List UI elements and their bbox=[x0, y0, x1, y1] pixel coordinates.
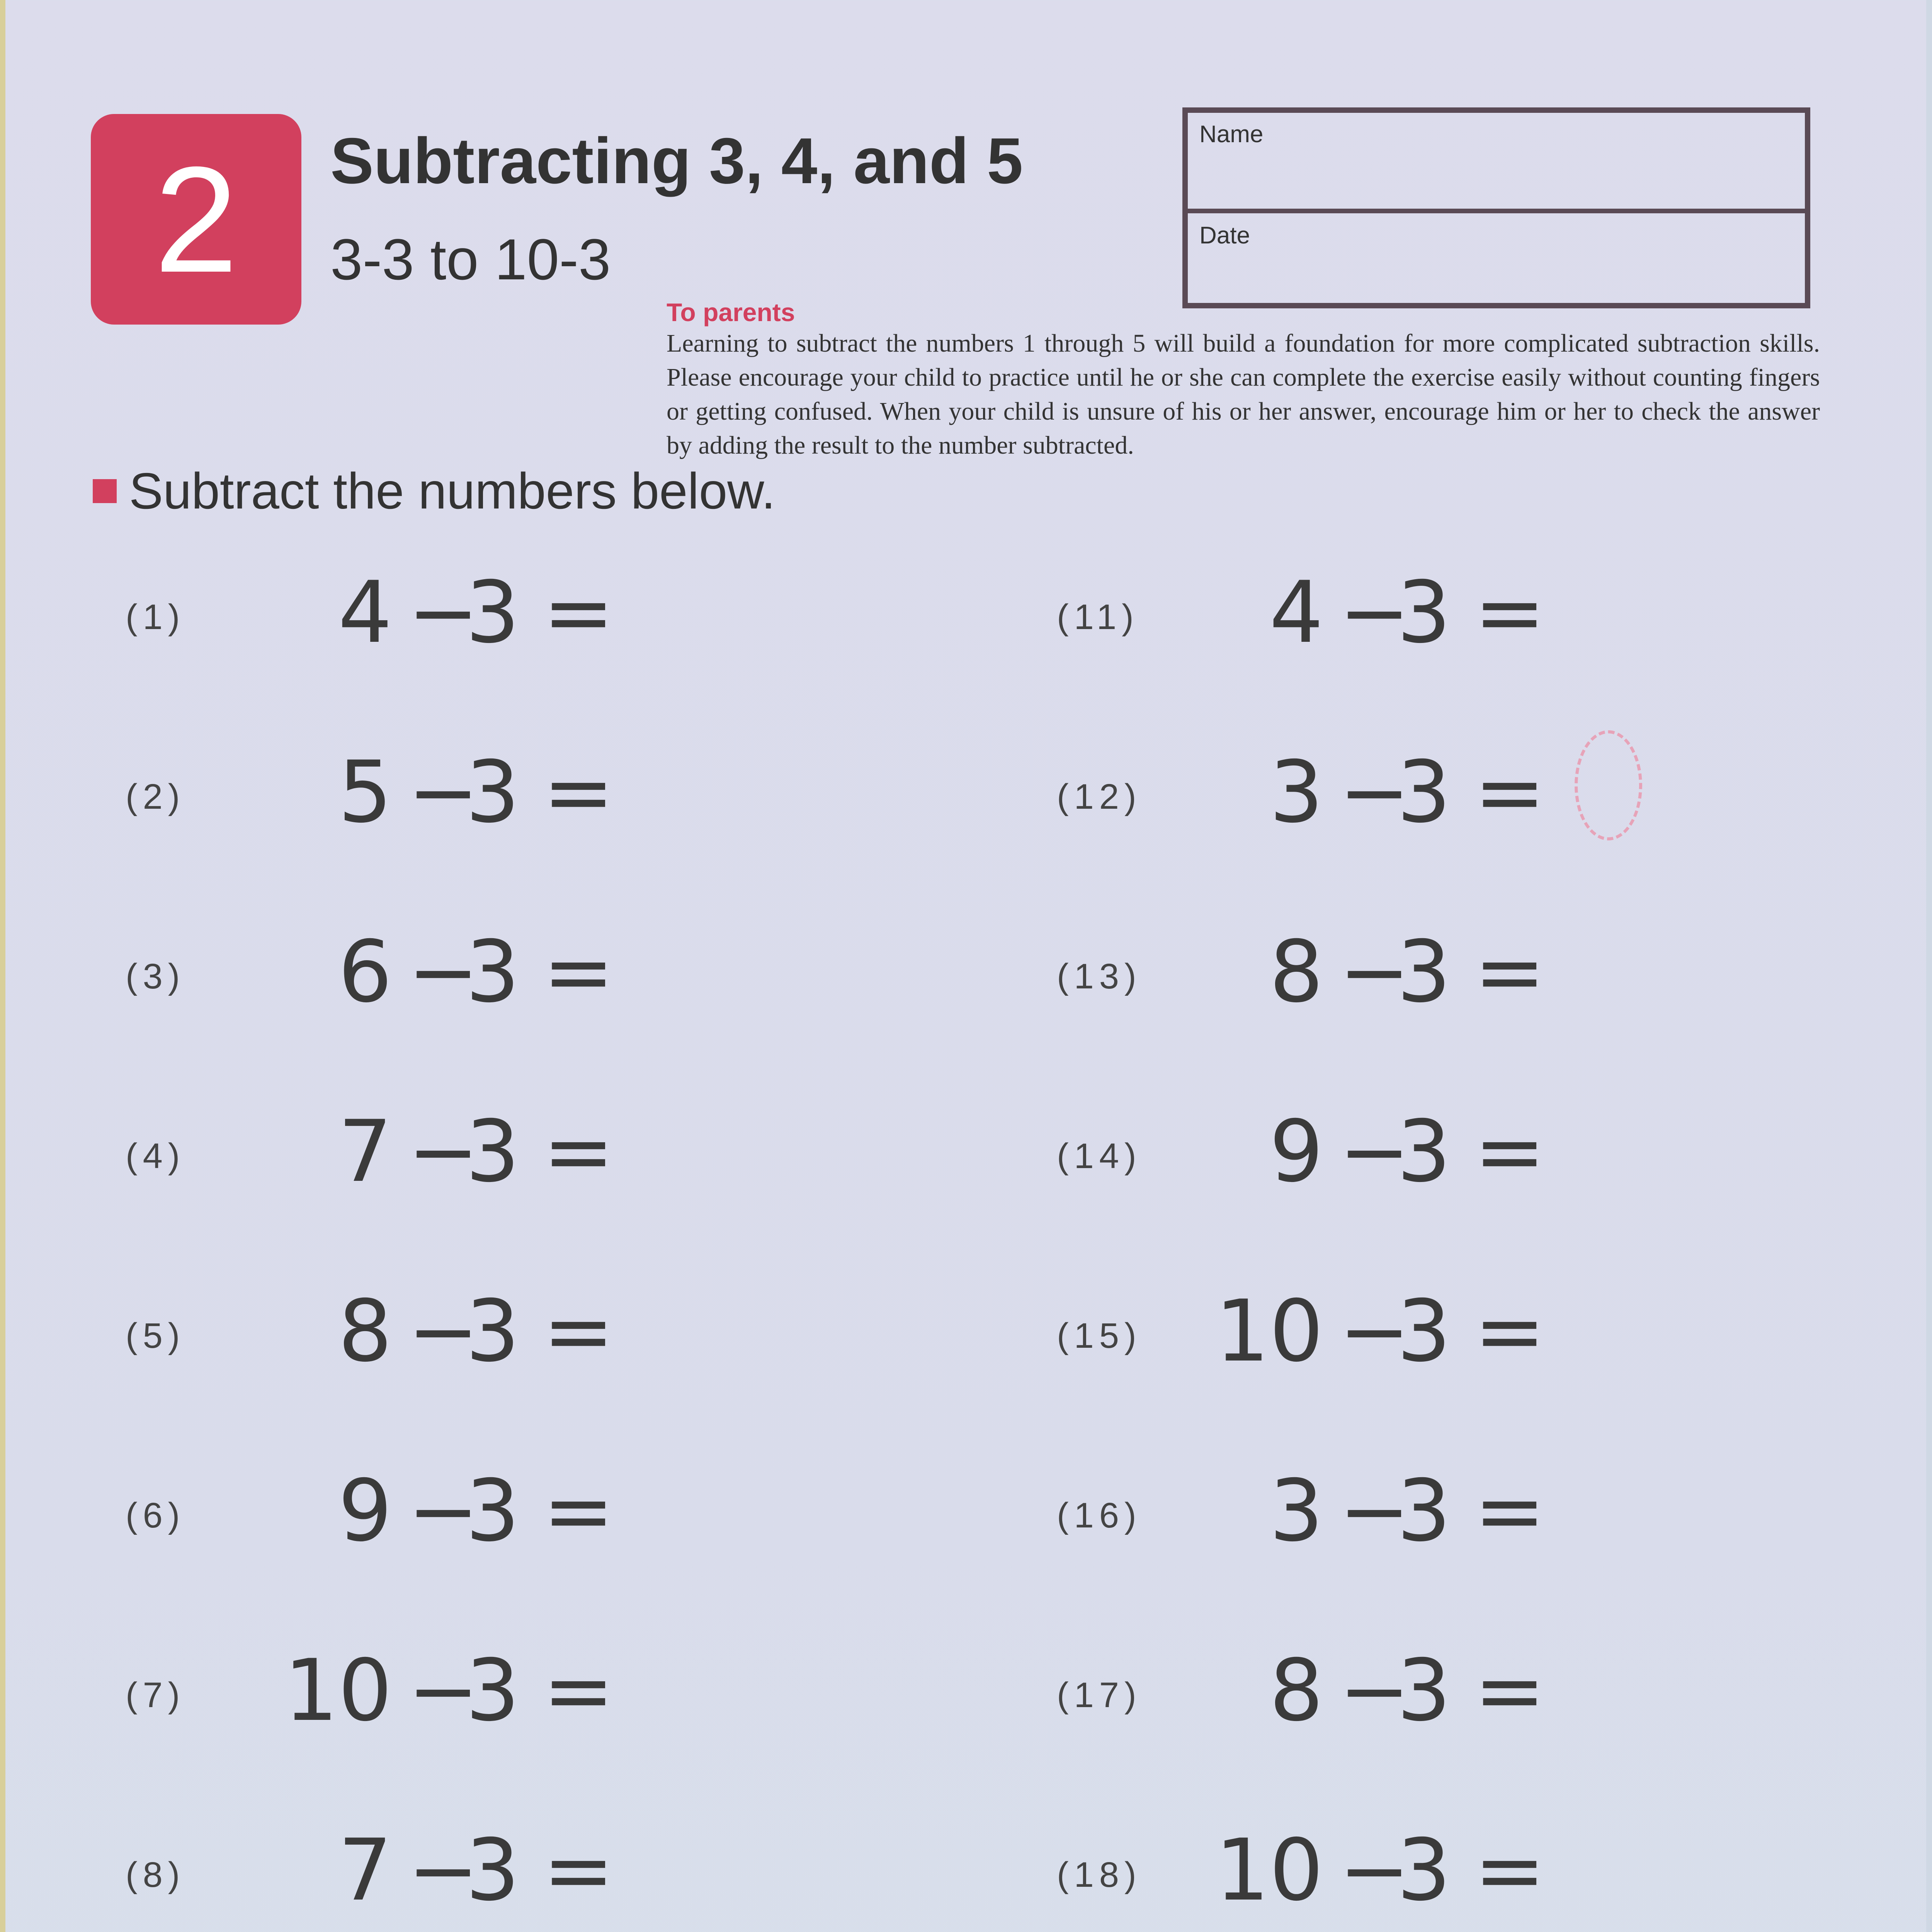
problem-row bbox=[1057, 1820, 1868, 1920]
minuend: 9 bbox=[338, 1461, 392, 1560]
problem-expression bbox=[292, 1101, 632, 1202]
equals-sign: = bbox=[543, 1641, 614, 1740]
problem-number: (3) bbox=[126, 957, 185, 996]
minus-sign: − bbox=[1339, 743, 1410, 842]
problem-expression bbox=[1223, 1101, 1563, 1202]
minus-sign: − bbox=[408, 922, 479, 1021]
equals-sign: = bbox=[1474, 922, 1546, 1021]
problem-number: (18) bbox=[1057, 1855, 1142, 1895]
minus-sign: − bbox=[1339, 563, 1410, 662]
problem-expression bbox=[1223, 742, 1563, 842]
problem-expression bbox=[1223, 562, 1563, 663]
bullet-square-icon bbox=[93, 479, 117, 503]
problem-expression bbox=[1215, 1820, 1563, 1920]
subtrahend: 3 bbox=[1397, 1102, 1451, 1201]
minuend: 7 bbox=[338, 1821, 392, 1920]
problem-number: (7) bbox=[126, 1675, 185, 1715]
problem-number: (15) bbox=[1057, 1316, 1142, 1355]
instruction bbox=[93, 462, 776, 520]
minuend: 10 bbox=[1215, 1821, 1323, 1920]
problem-expression bbox=[1223, 922, 1563, 1022]
problem-row bbox=[1057, 1640, 1868, 1741]
problem-expression bbox=[292, 1461, 632, 1561]
subtrahend: 3 bbox=[1397, 563, 1451, 662]
subtrahend: 3 bbox=[466, 922, 520, 1021]
problem-expression bbox=[292, 742, 632, 842]
minus-sign: − bbox=[408, 563, 479, 662]
equals-sign: = bbox=[1474, 563, 1546, 662]
problem-row bbox=[126, 922, 937, 1022]
subtrahend: 3 bbox=[466, 1102, 520, 1201]
equals-sign: = bbox=[1474, 1102, 1546, 1201]
problem-number: (6) bbox=[126, 1496, 185, 1535]
subtrahend: 3 bbox=[1397, 1641, 1451, 1740]
problem-row bbox=[1057, 742, 1868, 842]
minus-sign: − bbox=[408, 743, 479, 842]
problem-number: (2) bbox=[126, 777, 185, 816]
equals-sign: = bbox=[543, 1821, 614, 1920]
minus-sign: − bbox=[408, 1821, 479, 1920]
equals-sign: = bbox=[1474, 1461, 1546, 1560]
minus-sign: − bbox=[1339, 1282, 1410, 1381]
name-date-box bbox=[1182, 107, 1810, 308]
minus-sign: − bbox=[408, 1102, 479, 1201]
problem-row bbox=[1057, 1461, 1868, 1561]
subtrahend: 3 bbox=[466, 563, 520, 662]
problem-row bbox=[126, 562, 937, 663]
minuend: 4 bbox=[1269, 563, 1323, 662]
subtrahend: 3 bbox=[466, 1821, 520, 1920]
problem-expression bbox=[1215, 1281, 1563, 1381]
minus-sign: − bbox=[408, 1282, 479, 1381]
equals-sign: = bbox=[543, 1461, 614, 1560]
page-title: Subtracting 3, 4, and 5 bbox=[330, 124, 1023, 197]
minuend: 10 bbox=[284, 1641, 392, 1740]
minus-sign: − bbox=[1339, 1102, 1410, 1201]
parents-note: Learning to subtract the numbers 1 through 5 will build a foundation for more complicated subtraction skills. Please encourage your child to practice until he or she can complete the exercise easily without counting fingers or getting confused. When your child is unsure of his or her answer, encourage him or her to check the answer by adding the result to the number subtracted. bbox=[667, 329, 1820, 459]
page-edge-right bbox=[1926, 0, 1932, 1932]
minus-sign: − bbox=[408, 1461, 479, 1560]
subtrahend: 3 bbox=[1397, 1282, 1451, 1381]
minuend: 8 bbox=[1269, 1641, 1323, 1740]
subtrahend: 3 bbox=[466, 743, 520, 842]
unit-number: 2 bbox=[154, 135, 238, 304]
problem-number: (14) bbox=[1057, 1136, 1142, 1176]
equals-sign: = bbox=[1474, 743, 1546, 842]
equals-sign: = bbox=[543, 922, 614, 1021]
pencil-circle-mark bbox=[1575, 730, 1642, 840]
problem-expression bbox=[284, 1640, 632, 1741]
problem-number: (5) bbox=[126, 1316, 185, 1355]
name-field-label: Name bbox=[1199, 121, 1264, 148]
minus-sign: − bbox=[1339, 1461, 1410, 1560]
problem-number: (17) bbox=[1057, 1675, 1142, 1715]
parents-heading: To parents bbox=[667, 298, 795, 327]
problem-expression bbox=[292, 922, 632, 1022]
minuend: 3 bbox=[1269, 743, 1323, 842]
minus-sign: − bbox=[1339, 1641, 1410, 1740]
subtrahend: 3 bbox=[1397, 743, 1451, 842]
date-field-label: Date bbox=[1199, 222, 1250, 249]
minus-sign: − bbox=[1339, 922, 1410, 1021]
minuend: 6 bbox=[338, 922, 392, 1021]
minuend: 4 bbox=[338, 563, 392, 662]
problem-row bbox=[1057, 562, 1868, 663]
equals-sign: = bbox=[1474, 1282, 1546, 1381]
subtrahend: 3 bbox=[1397, 1821, 1451, 1920]
unit-badge bbox=[91, 114, 301, 325]
problem-expression bbox=[292, 1820, 632, 1920]
problem-number: (1) bbox=[126, 597, 185, 637]
minuend: 7 bbox=[338, 1102, 392, 1201]
subtrahend: 3 bbox=[466, 1282, 520, 1381]
equals-sign: = bbox=[543, 743, 614, 842]
equals-sign: = bbox=[1474, 1641, 1546, 1740]
name-date-divider bbox=[1188, 209, 1805, 213]
minuend: 8 bbox=[338, 1282, 392, 1381]
subtrahend: 3 bbox=[466, 1641, 520, 1740]
minuend: 5 bbox=[338, 743, 392, 842]
problem-row bbox=[126, 1820, 937, 1920]
subtrahend: 3 bbox=[1397, 922, 1451, 1021]
problem-expression bbox=[292, 562, 632, 663]
problem-number: (13) bbox=[1057, 957, 1142, 996]
problem-number: (16) bbox=[1057, 1496, 1142, 1535]
subtrahend: 3 bbox=[1397, 1461, 1451, 1560]
minus-sign: − bbox=[408, 1641, 479, 1740]
instruction-text: Subtract the numbers below. bbox=[129, 463, 776, 519]
problem-row bbox=[126, 1281, 937, 1381]
minuend: 10 bbox=[1215, 1282, 1323, 1381]
problem-row bbox=[1057, 922, 1868, 1022]
problem-number: (12) bbox=[1057, 777, 1142, 816]
minuend: 9 bbox=[1269, 1102, 1323, 1201]
problem-number: (8) bbox=[126, 1855, 185, 1895]
page-subtitle: 3-3 to 10-3 bbox=[330, 227, 611, 292]
page-edge-left bbox=[0, 0, 5, 1932]
equals-sign: = bbox=[543, 1102, 614, 1201]
problem-number: (4) bbox=[126, 1136, 185, 1176]
minus-sign: − bbox=[1339, 1821, 1410, 1920]
equals-sign: = bbox=[543, 563, 614, 662]
equals-sign: = bbox=[1474, 1821, 1546, 1920]
problem-number: (11) bbox=[1057, 597, 1139, 637]
subtrahend: 3 bbox=[466, 1461, 520, 1560]
minuend: 8 bbox=[1269, 922, 1323, 1021]
problem-row bbox=[1057, 1101, 1868, 1202]
minuend: 3 bbox=[1269, 1461, 1323, 1560]
problem-row bbox=[126, 1101, 937, 1202]
problem-expression bbox=[1223, 1640, 1563, 1741]
equals-sign: = bbox=[543, 1282, 614, 1381]
problem-row bbox=[126, 1461, 937, 1561]
problem-row bbox=[1057, 1281, 1868, 1381]
problem-expression bbox=[292, 1281, 632, 1381]
problem-row bbox=[126, 742, 937, 842]
problem-expression bbox=[1223, 1461, 1563, 1561]
problem-row bbox=[126, 1640, 937, 1741]
